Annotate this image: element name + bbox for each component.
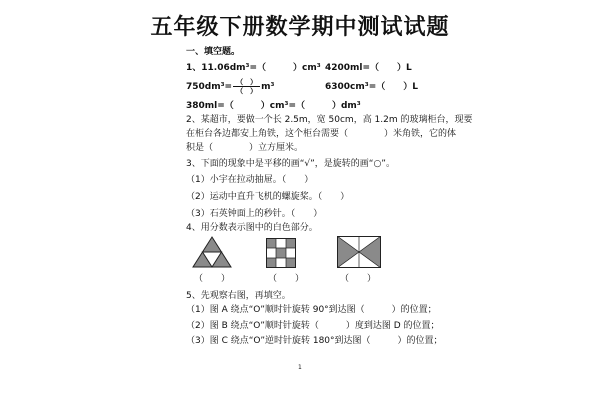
q1-part-e: 380ml=（ ）cm³=（ ）dm³ [186,101,361,111]
q1-part-c-prefix: 750dm³= [186,82,233,92]
q1-part-b: 4200ml=（ ）L [325,63,412,73]
q1-part-a: 1、11.06dm³=（ ）cm³ [186,63,321,73]
q4-answer-3: （ ） [340,274,377,284]
q3-intro: 3、下面的现象中是平移的画“√”，是旋转的画“○”。 [186,159,395,169]
page-title: 五年级下册数学期中测试试题 [150,14,450,40]
q2-line-3: 积是（ ）立方厘米。 [186,143,304,153]
q5-item-1: （1）图 A 绕点“O”顺时针旋转 90°到达图（ ）的位置； [186,305,437,315]
q2-line-1: 2、某超市，要做一个长 2.5m，宽 50cm，高 1.2m 的玻璃柜台，现要 [186,115,473,125]
q2-line-2: 在柜台各边都安上角铁，这个柜台需要（ ）米角铁，它的体 [186,129,457,139]
q5-item-2: （2）图 B 绕点“O”顺时针旋转（ ）度到达图 D 的位置； [186,321,440,331]
q3-item-2: （2）运动中直升飞机的螺旋桨。（ ） [186,192,350,202]
q4-intro: 4、用分数表示图中的白色部分。 [186,223,318,233]
page-number: 1 [298,364,302,371]
fraction-denominator: （ ） [236,87,258,95]
q5-item-3: （3）图 C 绕点“O”逆时针旋转 180°到达图（ ）的位置； [186,336,443,346]
q4-answer-1: （ ） [194,274,231,284]
triangle-figure [192,236,232,268]
rectangle-diagonal-figure [337,236,381,268]
q1-part-d: 6300cm³=（ ）L [325,82,418,92]
fraction-numerator: （ ） [233,78,260,87]
q1-part-c [186,78,274,95]
q3-item-3: （3）石英钟面上的秒针。（ ） [186,209,323,219]
q3-item-1: （1）小宇在拉动抽屉。（ ） [186,175,314,185]
fraction-blank [233,78,260,95]
q1-part-c-suffix: m³ [261,82,275,92]
grid-square-figure [266,238,296,268]
section-heading-fill-blank: 一、填空题。 [186,47,241,57]
q4-answer-2: （ ） [268,274,305,284]
q5-intro: 5、先观察右图，再填空。 [186,291,291,301]
